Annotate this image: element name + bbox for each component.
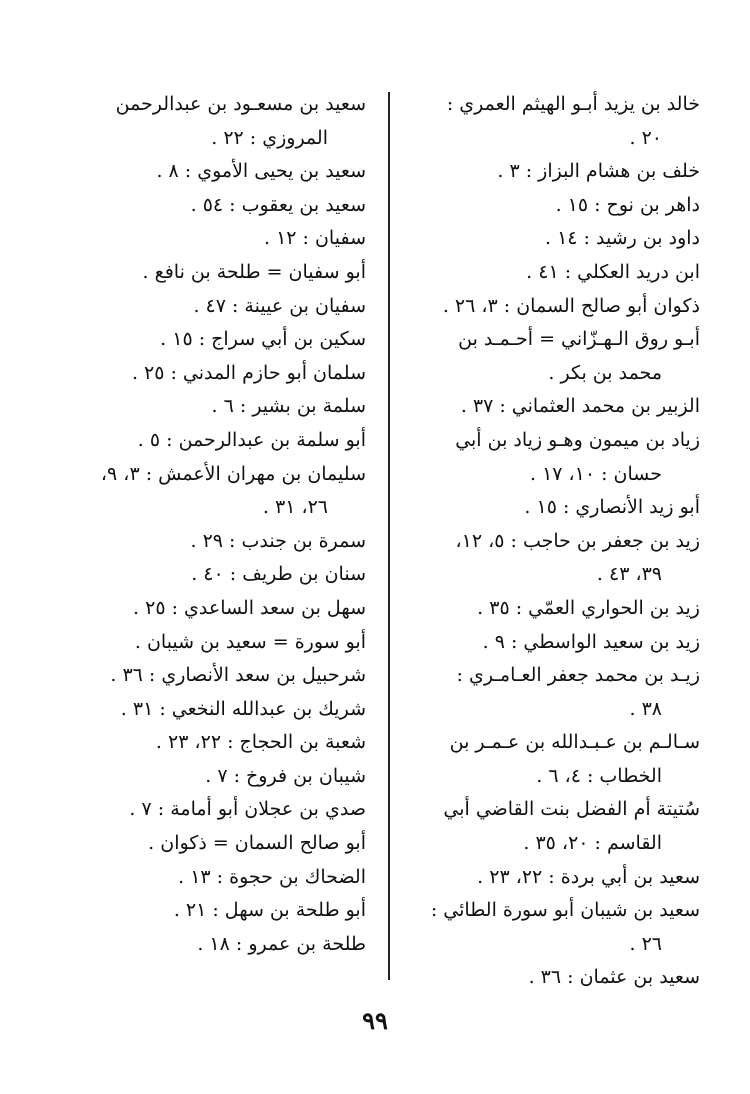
index-entry: داود بن رشيد : ١٤ . bbox=[544, 227, 700, 250]
index-entry: ٢٦، ٣١ . bbox=[262, 496, 328, 519]
index-entry: سليمان بن مهران الأعمش : ٣، ٩، bbox=[100, 462, 366, 485]
index-entry: ٢٦ . bbox=[629, 932, 662, 955]
index-entry: ٣٩، ٤٣ . bbox=[596, 563, 662, 586]
index-entry: ٣٨ . bbox=[629, 697, 662, 720]
index-entry: سـالـم بن عـبـدالله بن عـمـر بن bbox=[449, 731, 700, 754]
index-entry: المروزي : ٢٢ . bbox=[211, 126, 328, 149]
index-entry: أبو طلحة بن سهل : ٢١ . bbox=[173, 899, 366, 922]
index-entry: سعيد بن يحيى الأموي : ٨ . bbox=[156, 160, 366, 183]
column-divider bbox=[388, 92, 390, 980]
index-entry: شرحبيل بن سعد الأنصاري : ٣٦ . bbox=[110, 664, 366, 687]
index-entry: سفيان : ١٢ . bbox=[263, 227, 366, 250]
index-entry: سلمة بن بشير : ٦ . bbox=[211, 395, 366, 418]
index-entry: شعبة بن الحجاج : ٢٢، ٢٣ . bbox=[155, 731, 366, 754]
index-entry: سعيد بن عثمان : ٣٦ . bbox=[528, 966, 700, 989]
index-entry: سكين بن أبي سراج : ١٥ . bbox=[160, 328, 366, 351]
index-entry: ٢٠ . bbox=[629, 126, 662, 149]
index-entry: حسان : ١٠، ١٧ . bbox=[529, 462, 662, 485]
index-entry: أبو زيد الأنصاري : ١٥ . bbox=[524, 496, 700, 519]
index-entry: سُتيتة أم الفضل بنت القاضي أبي bbox=[443, 798, 700, 821]
index-entry: القاسم : ٢٠، ٣٥ . bbox=[523, 832, 662, 855]
index-entry: سعيد بن شيبان أبو سورة الطائي : bbox=[430, 899, 700, 922]
index-entry: زيـد بن محمد جعفر العـامـري : bbox=[456, 664, 700, 687]
index-entry: الضحاك بن حجوة : ١٣ . bbox=[178, 865, 366, 888]
index-entry: سلمان أبو حازم المدني : ٢٥ . bbox=[131, 361, 366, 384]
index-entry: أبو سلمة بن عبدالرحمن : ٥ . bbox=[137, 428, 366, 451]
index-entry: الزبير بن محمد العثماني : ٣٧ . bbox=[460, 395, 700, 418]
index-entry: ذكوان أبو صالح السمان : ٣، ٢٦ . bbox=[442, 294, 700, 317]
index-entry: صدي بن عجلان أبو أمامة : ٧ . bbox=[129, 798, 366, 821]
index-entry: ابن دريد العكلي : ٤١ . bbox=[526, 260, 700, 283]
page-number: ٩٩ bbox=[362, 1006, 388, 1035]
index-entry: خلف بن هشام البزاز : ٣ . bbox=[497, 160, 700, 183]
index-entry: زيد بن جعفر بن حاجب : ٥، ١٢، bbox=[455, 529, 700, 552]
index-entry: أبو سفيان = طلحة بن نافع . bbox=[142, 260, 366, 283]
index-entry: شريك بن عبدالله النخعي : ٣١ . bbox=[120, 697, 366, 720]
index-entry: داهر بن نوح : ١٥ . bbox=[555, 193, 700, 216]
index-entry: زيد بن سعيد الواسطي : ٩ . bbox=[482, 630, 700, 653]
index-column-right bbox=[370, 88, 700, 995]
index-entry: زياد بن ميمون وهـو زياد بن أبي bbox=[455, 428, 700, 451]
index-entry: سهل بن سعد الساعدي : ٢٥ . bbox=[133, 596, 366, 619]
index-entry: خالد بن يزيد أبـو الهيثم العمري : bbox=[446, 93, 700, 115]
index-entry: سنان بن طريف : ٤٠ . bbox=[191, 563, 366, 586]
index-entry: أبو صالح السمان = ذكوان . bbox=[148, 832, 366, 855]
index-entry: أبو سورة = سعيد بن شيبان . bbox=[134, 630, 366, 653]
index-column-left bbox=[96, 88, 366, 961]
index-entry: سعيد بن مسعـود بن عبدالرحمن bbox=[115, 93, 366, 115]
index-entry: محمد بن بكر . bbox=[548, 361, 662, 384]
index-entry: سفيان بن عيينة : ٤٧ . bbox=[193, 294, 366, 317]
index-entry: الخطاب : ٤، ٦ . bbox=[536, 764, 662, 787]
index-entry: سمرة بن جندب : ٢٩ . bbox=[190, 529, 366, 552]
index-entry: سعيد بن أبي بردة : ٢٢، ٢٣ . bbox=[477, 865, 700, 888]
index-entry: شيبان بن فروخ : ٧ . bbox=[205, 764, 366, 787]
index-entry: زيد بن الحواري العمّي : ٣٥ . bbox=[477, 596, 700, 619]
index-entry: أبـو روق الـهـزّاني = أحـمـد بن bbox=[458, 328, 700, 351]
index-entry: طلحة بن عمرو : ١٨ . bbox=[197, 932, 366, 955]
index-entry: سعيد بن يعقوب : ٥٤ . bbox=[190, 193, 366, 216]
